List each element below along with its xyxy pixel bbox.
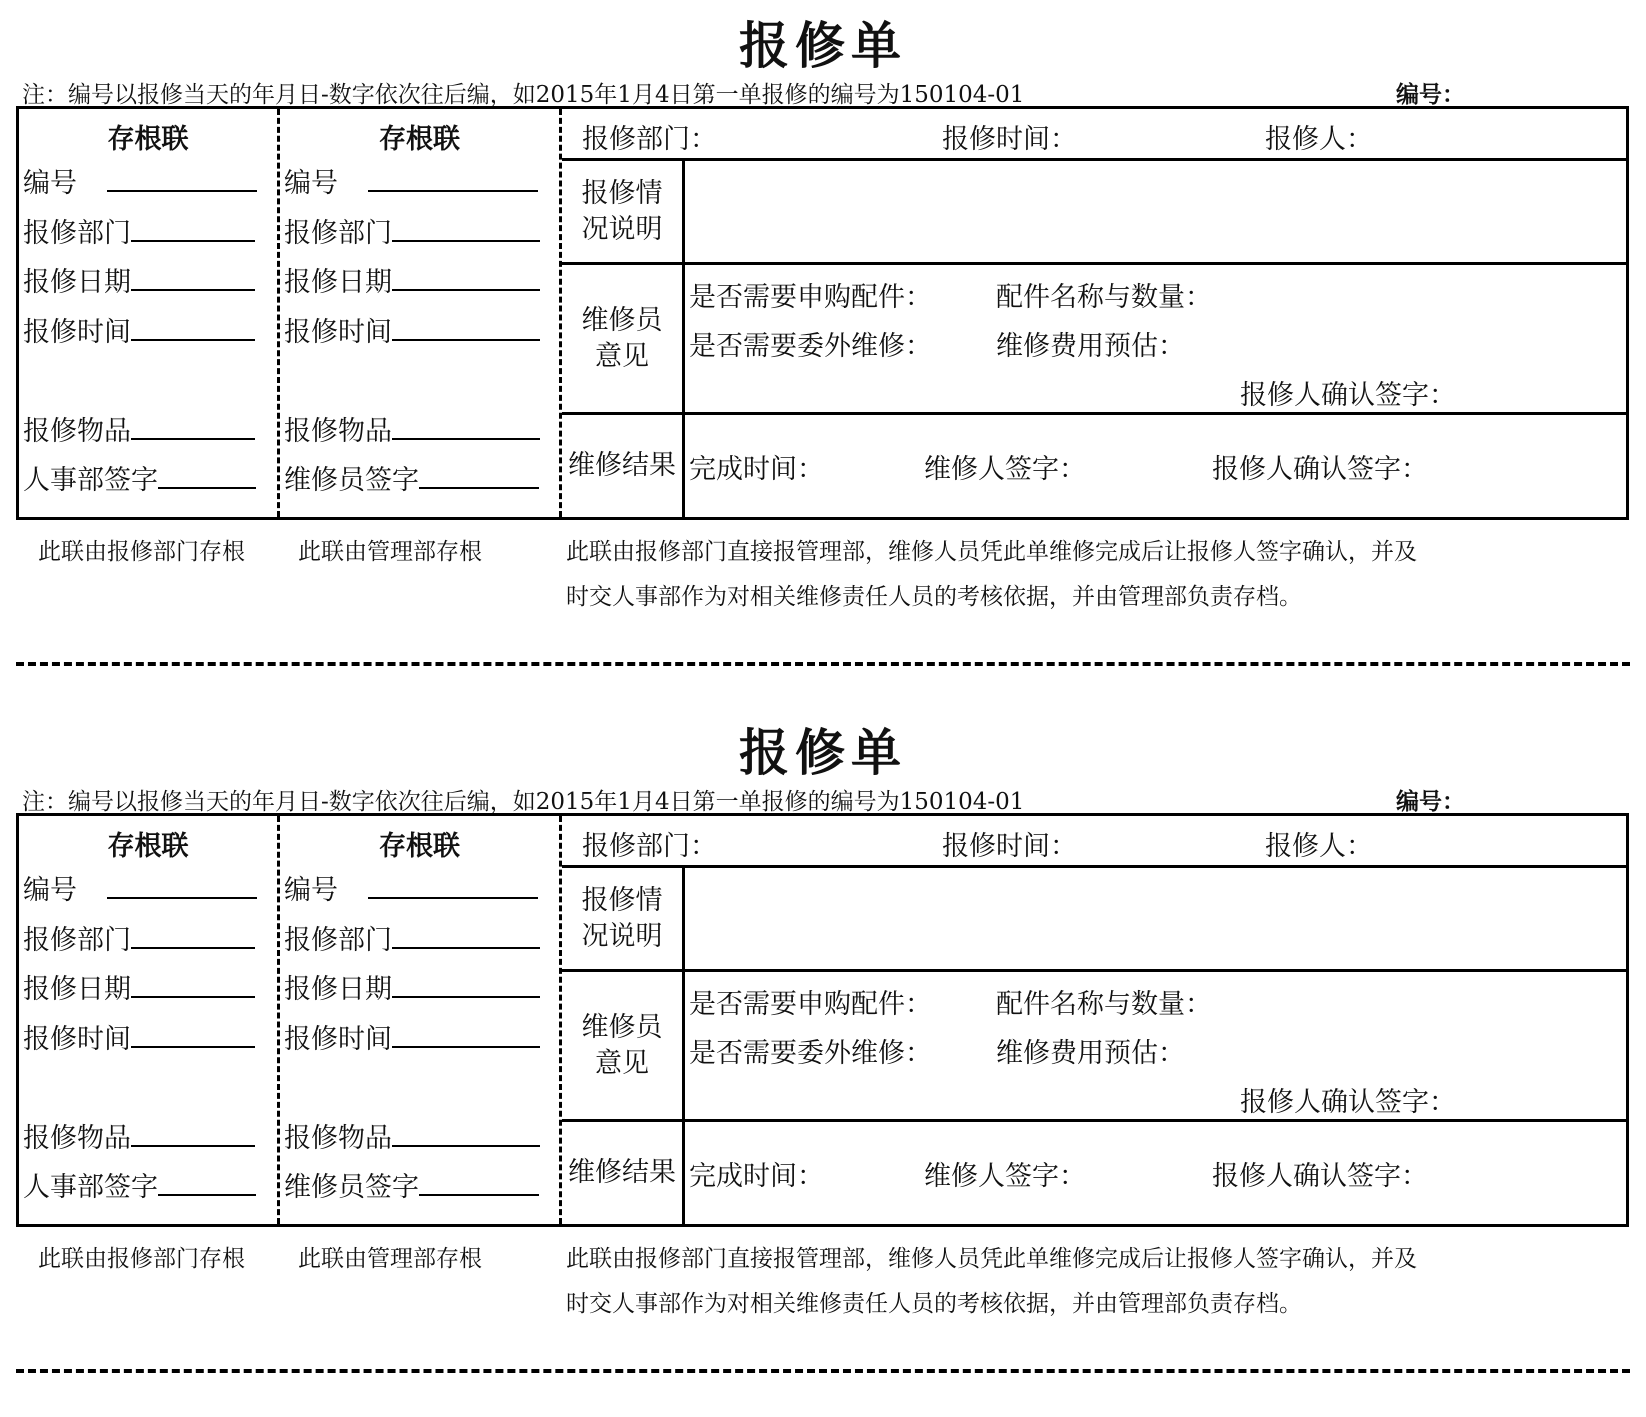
stub-field-label: 报修日期	[23, 974, 131, 1005]
blank-line	[158, 1188, 256, 1196]
stub-field-label: 报修物品	[284, 1123, 392, 1154]
blank-line	[392, 283, 540, 291]
numbering-note: 注：编号以报修当天的年月日-数字依次往后编，如2015年1月4日第一单报修的编号为150104-01	[22, 789, 1025, 815]
blank-line	[131, 432, 255, 440]
opinion-row	[562, 972, 1626, 1122]
stub-field-label: 报修物品	[284, 416, 392, 447]
blank-line	[131, 333, 255, 341]
cut-line-divider	[16, 1369, 1630, 1373]
blank-line	[392, 941, 540, 949]
stub-field-label: 报修部门	[284, 218, 392, 249]
opinion-label	[562, 972, 685, 1119]
stub-department	[19, 816, 280, 1224]
main-section	[562, 816, 1626, 1224]
stub-field-dept	[284, 211, 540, 250]
blank-line	[392, 1139, 540, 1147]
reporter-confirm-label: 报修人确认签字：	[1212, 454, 1428, 485]
result-row	[562, 415, 1626, 517]
cost-estimate-label: 维修费用预估：	[996, 331, 1185, 362]
label-line: 维修员	[581, 1011, 663, 1043]
label-line: 况说明	[581, 920, 663, 952]
stub-field-label: 报修日期	[284, 974, 392, 1005]
stub-field-label: 报修时间	[284, 317, 392, 348]
time-label: 报修时间：	[942, 124, 1077, 155]
outsource-label: 是否需要委外维修：	[689, 1038, 932, 1069]
stub-field-label: 报修日期	[284, 267, 392, 298]
opinion-label	[562, 265, 685, 412]
stub-field-time	[284, 1017, 540, 1056]
numbering-note: 注：编号以报修当天的年月日-数字依次往后编，如2015年1月4日第一单报修的编号为150104-01	[22, 82, 1025, 108]
repair-form	[0, 707, 1646, 1417]
description-row	[562, 868, 1626, 972]
label-line: 意见	[595, 1047, 649, 1079]
stub-field-time	[23, 310, 255, 349]
stub-title: 存根联	[107, 124, 189, 155]
stub-field-date	[284, 260, 540, 299]
blank-line	[131, 990, 255, 998]
blank-line	[131, 941, 255, 949]
done-time-label: 完成时间：	[689, 1161, 824, 1192]
stub-field-item	[23, 1116, 255, 1155]
stub-field-time	[23, 1017, 255, 1056]
cost-estimate-label: 维修费用预估：	[996, 1038, 1185, 1069]
blank-line	[392, 333, 540, 341]
blank-line	[419, 481, 539, 489]
stub-management	[280, 109, 562, 517]
stub-field-dept	[23, 918, 255, 957]
blank-line	[131, 234, 255, 242]
stub-field-dept	[284, 918, 540, 957]
number-label: 编号：	[1396, 81, 1465, 108]
label-line: 报修情	[581, 884, 663, 916]
stub-field-label: 报修部门	[23, 218, 131, 249]
description-label	[562, 161, 685, 262]
stub1-footer: 此联由报修部门存根	[38, 539, 245, 565]
opinion-row	[562, 265, 1626, 415]
stub-field-signature	[23, 1165, 256, 1204]
parts-name-label: 配件名称与数量：	[996, 989, 1212, 1020]
stub-management	[280, 816, 562, 1224]
blank-line	[107, 184, 257, 192]
time-label: 报修时间：	[942, 831, 1077, 862]
reporter-label: 报修人：	[1265, 124, 1373, 155]
header-row	[562, 816, 1626, 868]
blank-line	[368, 891, 538, 899]
blank-line	[131, 1040, 255, 1048]
main-section	[562, 109, 1626, 517]
stub-field-label: 报修部门	[284, 925, 392, 956]
stub-field-signature	[23, 458, 256, 497]
stub-title: 存根联	[107, 831, 189, 862]
blank-line	[107, 891, 257, 899]
stub-field-item	[23, 409, 255, 448]
label-line: 报修情	[581, 177, 663, 209]
main-footer-line1: 此联由报修部门直接报管理部，维修人员凭此单维修完成后让报修人签字确认，并及	[566, 539, 1417, 565]
stub-field-label: 人事部签字	[23, 465, 158, 496]
label-line: 意见	[595, 340, 649, 372]
stub-field-item	[284, 1116, 540, 1155]
description-label	[562, 868, 685, 969]
result-label: 维修结果	[562, 415, 685, 517]
blank-line	[392, 432, 540, 440]
stub-field-label: 人事部签字	[23, 1172, 158, 1203]
blank-line	[158, 481, 256, 489]
dept-label: 报修部门：	[582, 831, 717, 862]
stub-field-label: 报修部门	[23, 925, 131, 956]
stub-field-signature	[284, 1165, 539, 1204]
stub-field-signature	[284, 458, 539, 497]
outsource-label: 是否需要委外维修：	[689, 331, 932, 362]
cut-line-divider	[16, 662, 1630, 666]
stub-field-number	[23, 868, 257, 907]
blank-line	[131, 283, 255, 291]
result-row	[562, 1122, 1626, 1224]
stub-field-label: 编号	[23, 168, 77, 199]
form-title: 报修单	[739, 723, 907, 782]
stub-field-number	[284, 161, 538, 200]
stub2-footer: 此联由管理部存根	[298, 1246, 482, 1272]
stub-field-label: 报修物品	[23, 416, 131, 447]
stub-field-number	[284, 868, 538, 907]
stub2-footer: 此联由管理部存根	[298, 539, 482, 565]
result-label: 维修结果	[562, 1122, 685, 1224]
repairer-sign-label: 维修人签字：	[924, 1161, 1086, 1192]
stub-field-label: 编号	[284, 168, 338, 199]
reporter-confirm-label: 报修人确认签字：	[1240, 380, 1456, 411]
reporter-label: 报修人：	[1265, 831, 1373, 862]
stub-field-label: 报修日期	[23, 267, 131, 298]
stub-field-time	[284, 310, 540, 349]
stub-field-label: 维修员签字	[284, 1172, 419, 1203]
stub-field-label: 报修时间	[23, 1024, 131, 1055]
stub-field-label: 维修员签字	[284, 465, 419, 496]
number-label: 编号：	[1396, 788, 1465, 815]
main-footer-line2: 时交人事部作为对相关维修责任人员的考核依据，并由管理部负责存档。	[566, 584, 1302, 610]
stub-field-item	[284, 409, 540, 448]
header-row	[562, 109, 1626, 161]
label-line: 维修员	[581, 304, 663, 336]
blank-line	[392, 990, 540, 998]
stub-field-number	[23, 161, 257, 200]
stub-department	[19, 109, 280, 517]
stub-field-label: 报修时间	[23, 317, 131, 348]
parts-needed-label: 是否需要申购配件：	[689, 282, 932, 313]
form-table	[16, 813, 1629, 1227]
parts-needed-label: 是否需要申购配件：	[689, 989, 932, 1020]
reporter-confirm-label: 报修人确认签字：	[1212, 1161, 1428, 1192]
stub-title: 存根联	[379, 831, 460, 862]
stub-field-dept	[23, 211, 255, 250]
stub-field-label: 编号	[284, 875, 338, 906]
stub-field-label: 报修时间	[284, 1024, 392, 1055]
stub-field-date	[284, 967, 540, 1006]
blank-line	[131, 1139, 255, 1147]
form-table	[16, 106, 1629, 520]
done-time-label: 完成时间：	[689, 454, 824, 485]
stub-field-date	[23, 260, 255, 299]
stub1-footer: 此联由报修部门存根	[38, 1246, 245, 1272]
repairer-sign-label: 维修人签字：	[924, 454, 1086, 485]
parts-name-label: 配件名称与数量：	[996, 282, 1212, 313]
stub-field-label: 报修物品	[23, 1123, 131, 1154]
blank-line	[392, 234, 540, 242]
dept-label: 报修部门：	[582, 124, 717, 155]
form-title: 报修单	[739, 16, 907, 75]
reporter-confirm-label: 报修人确认签字：	[1240, 1087, 1456, 1118]
main-footer-line2: 时交人事部作为对相关维修责任人员的考核依据，并由管理部负责存档。	[566, 1291, 1302, 1317]
blank-line	[368, 184, 538, 192]
stub-field-date	[23, 967, 255, 1006]
stub-field-label: 编号	[23, 875, 77, 906]
description-row	[562, 161, 1626, 265]
main-footer-line1: 此联由报修部门直接报管理部，维修人员凭此单维修完成后让报修人签字确认，并及	[566, 1246, 1417, 1272]
stub-title: 存根联	[379, 124, 460, 155]
blank-line	[392, 1040, 540, 1048]
label-line: 况说明	[581, 213, 663, 245]
blank-line	[419, 1188, 539, 1196]
